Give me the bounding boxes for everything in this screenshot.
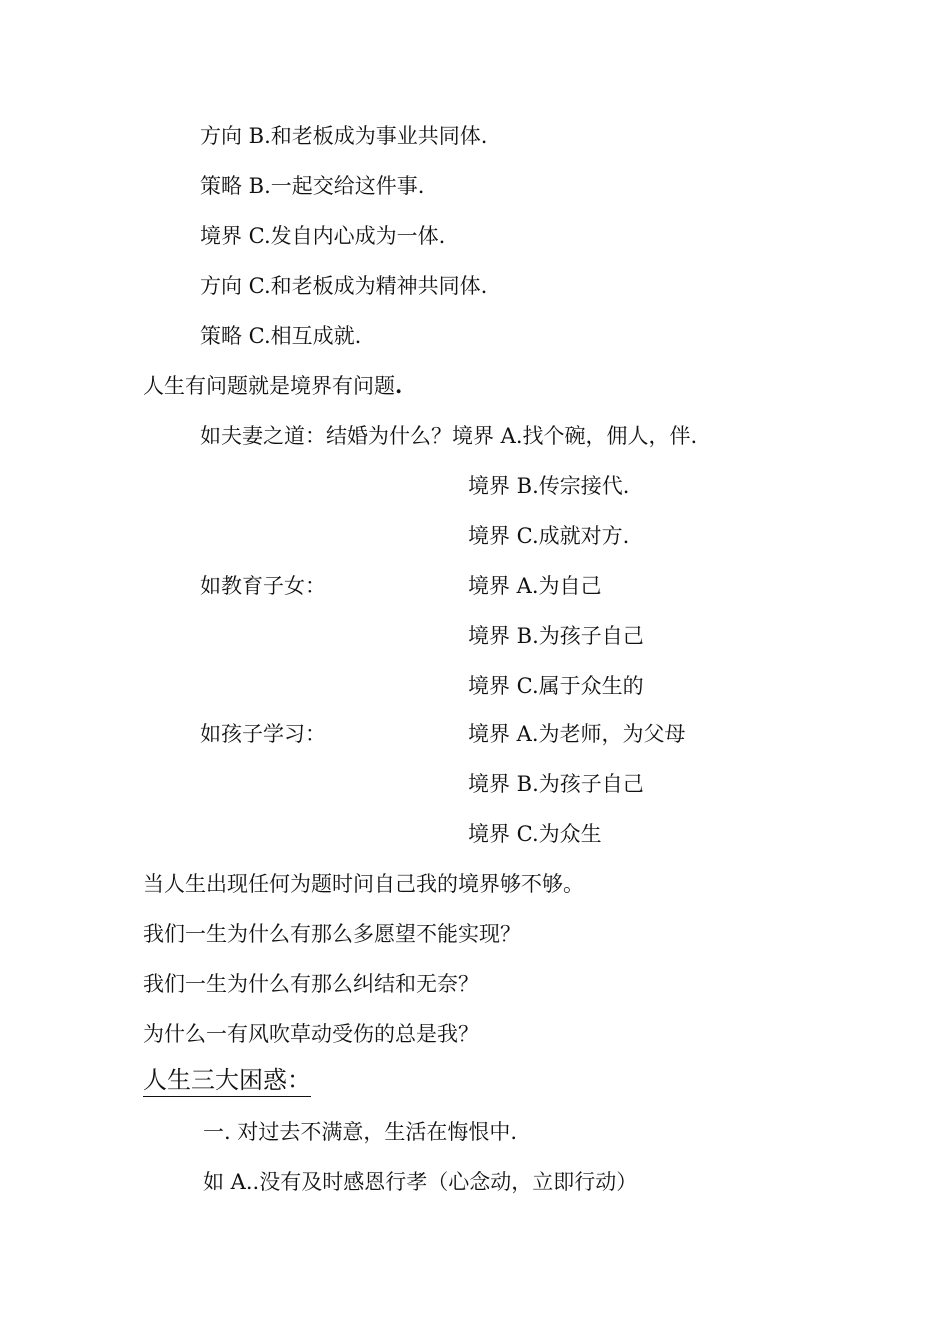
bold-period: .: [395, 373, 403, 398]
text-line: 一. 对过去不满意，生活在悔恨中.: [203, 1120, 518, 1144]
text-line: 境界 C.发自内心成为一体.: [200, 224, 446, 248]
text-line: 境界 B.为孩子自己: [468, 772, 644, 796]
text-line: 策略 C.相互成就.: [200, 324, 362, 348]
section-heading: 人生三大困惑：: [143, 1066, 311, 1097]
text-line: 境界 C.属于众生的: [468, 674, 644, 698]
text-line-with-bold: [143, 372, 402, 400]
text-line: 方向 C.和老板成为精神共同体.: [200, 274, 488, 298]
text-line: 境界 B.传宗接代.: [468, 474, 630, 498]
text-line: 我们一生为什么有那么纠结和无奈？: [143, 972, 479, 996]
text-line: 境界 C.为众生: [468, 822, 602, 846]
text-line: 境界 A.为自己: [468, 574, 602, 598]
text-line: 我们一生为什么有那么多愿望不能实现？: [143, 922, 521, 946]
text-line: 境界 C.成就对方.: [468, 524, 630, 548]
text-line: 方向 B.和老板成为事业共同体.: [200, 124, 488, 148]
text-line: 如教育子女：: [200, 574, 326, 598]
text-line: 当人生出现任何为题时问自己我的境界够不够。: [143, 872, 584, 896]
text-line: 境界 B.为孩子自己: [468, 624, 644, 648]
text-line: 如夫妻之道：结婚为什么？境界 A.找个碗，佣人，伴.: [200, 424, 698, 448]
text-line: 境界 A.为老师，为父母: [468, 722, 686, 746]
text-line: 如 A..没有及时感恩行孝（心念动，立即行动）: [203, 1170, 638, 1194]
text-line: 策略 B.一起交给这件事.: [200, 174, 425, 198]
text-line: 如孩子学习：: [200, 722, 326, 746]
text-line: 为什么一有风吹草动受伤的总是我？: [143, 1022, 479, 1046]
text-segment: 人生有问题就是境界有问题: [143, 374, 395, 398]
